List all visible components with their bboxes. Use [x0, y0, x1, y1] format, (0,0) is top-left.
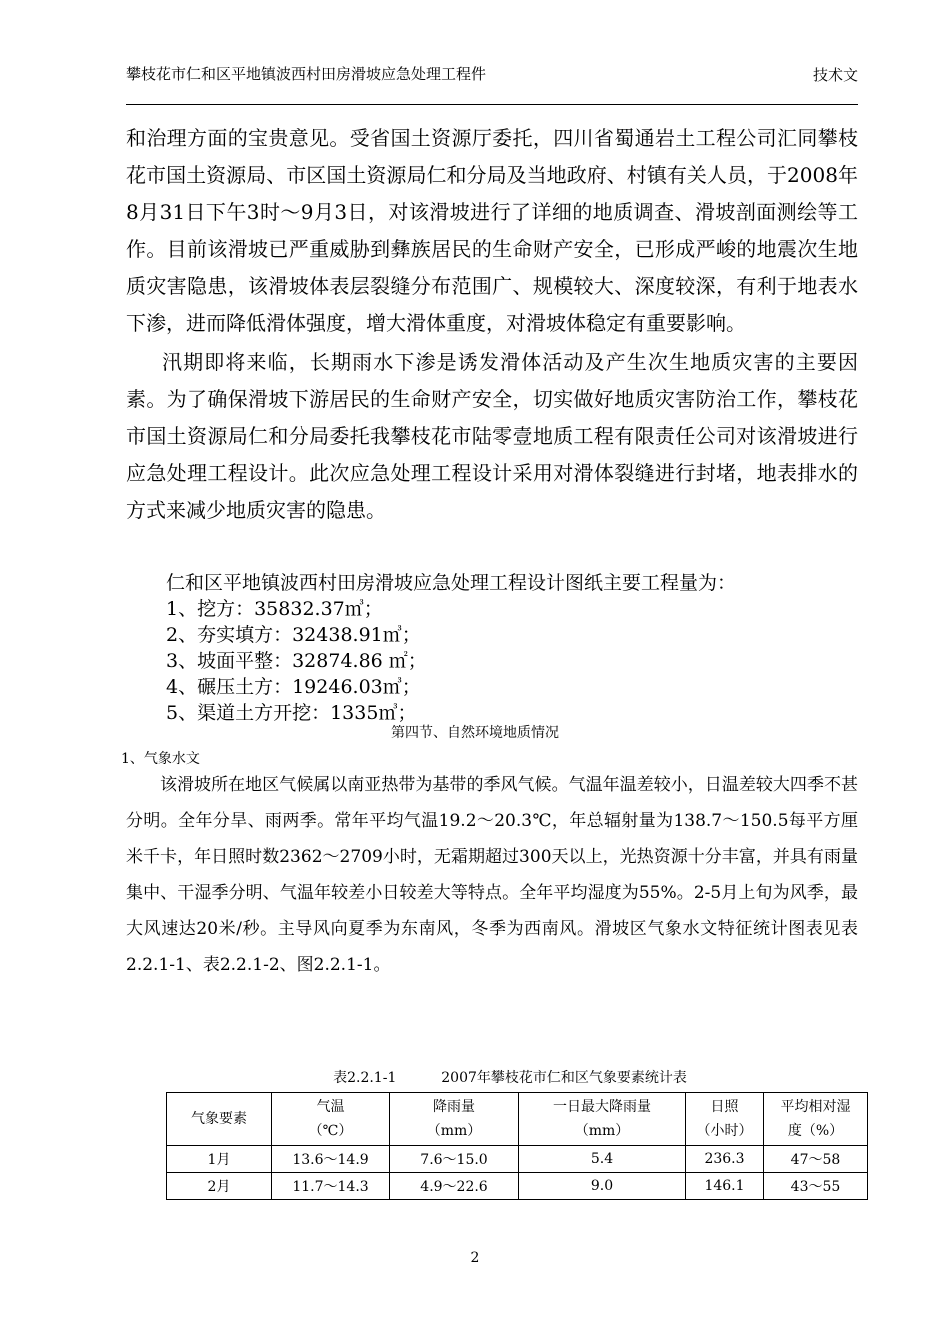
- table-cell: 2月: [167, 1173, 272, 1200]
- table-header-cell: 气象要素: [167, 1093, 272, 1146]
- quantity-item: 1、挖方：35832.37㎥；: [166, 598, 383, 620]
- page-number: 2: [470, 1250, 480, 1266]
- table-caption-title: 2007年攀枝花市仁和区气象要素统计表: [441, 1070, 687, 1086]
- quantity-item: 3、坡面平整：32874.86 ㎡；: [166, 650, 427, 672]
- table-caption: [0, 1067, 950, 1087]
- table-cell: 4.9～22.6: [390, 1173, 519, 1200]
- header-right-label: 技术文: [812, 66, 858, 84]
- climate-paragraph: [126, 767, 858, 983]
- table-header-row: [167, 1093, 868, 1146]
- table-cell: 5.4: [519, 1146, 686, 1173]
- table-header-cell: 降雨量 （mm）: [390, 1093, 519, 1146]
- header-title: 攀枝花市仁和区平地镇波西村田房滑坡应急处理工程件: [126, 65, 487, 83]
- page-header: [126, 66, 858, 105]
- table-header-cell: 日照 （小时）: [686, 1093, 764, 1146]
- quantity-item: 4、碾压土方：19246.03㎥；: [166, 676, 421, 698]
- table-row: [167, 1146, 868, 1173]
- table-cell: 1月: [167, 1146, 272, 1173]
- table-header-cell: 平均相对湿 度（%）: [764, 1093, 868, 1146]
- climate-text: 该滑坡所在地区气候属以南亚热带为基带的季风气候。气温年温差较小，日温差较大四季不甚分明。全年分旱、雨两季。常年平均气温19.2～20.3℃，年总辐射量为138.7～150.5每平方厘米千卡，年日照时数2362～2709小时，无霜期超过300天以上，光热资源十分丰富，并具有雨量集中、干湿季分明、气温年较差小日较差大等特点。全年平均湿度为55%。2-5月上旬为风季，最大风速达20米/秒。主导风向夏季为东南风，冬季为西南风。滑坡区气象水文特征统计图表见表2.2.1-1、表2.2.1-2、图2.2.1-1。: [126, 775, 858, 975]
- table-cell: 7.6～15.0: [390, 1146, 519, 1173]
- quantity-list: [166, 570, 736, 726]
- subsection-title: 1、气象水文: [121, 751, 200, 767]
- table-cell: 11.7～14.3: [272, 1173, 390, 1200]
- quantity-item: 5、渠道土方开挖：1335㎥；: [166, 702, 417, 724]
- quantity-intro: 仁和区平地镇波西村田房滑坡应急处理工程设计图纸主要工程量为：: [166, 572, 737, 594]
- table-header-cell: 一日最大降雨量 （mm）: [519, 1093, 686, 1146]
- table-row: [167, 1173, 868, 1200]
- quantity-item: 2、夯实填方：32438.91㎥；: [166, 624, 421, 646]
- table-caption-number: 表2.2.1-1: [333, 1070, 397, 1086]
- table-cell: 146.1: [686, 1173, 764, 1200]
- table-cell: 43～55: [764, 1173, 868, 1200]
- table-cell: 9.0: [519, 1173, 686, 1200]
- paragraph-1: 和治理方面的宝贵意见。受省国土资源厅委托，四川省蜀通岩土工程公司汇同攀枝花市国土资源局、市区国土资源局仁和分局及当地政府、村镇有关人员，于2008年8月31日下午3时～9月3日，对该滑坡进行了详细的地质调查、滑坡剖面测绘等工作。目前该滑坡已严重威胁到彝族居民的生命财产安全，已形成严峻的地震次生地质灾害隐患，该滑坡体表层裂缝分布范围广、规模较大、深度较深，有利于地表水下渗，进而降低滑体强度，增大滑体重度，对滑坡体稳定有重要影响。: [126, 126, 858, 335]
- paragraph-2: 汛期即将来临，长期雨水下渗是诱发滑体活动及产生次生地质灾害的主要因素。为了确保滑坡下游居民的生命财产安全，切实做好地质灾害防治工作，攀枝花市国土资源局仁和分局委托我攀枝花市陆零壹地质工程有限责任公司对该滑坡进行应急处理工程设计。此次应急处理工程设计采用对滑体裂缝进行封堵，地表排水的方式来减少地质灾害的隐患。: [126, 350, 858, 522]
- table-header-cell: 气温 （℃）: [272, 1093, 390, 1146]
- table-cell: 47～58: [764, 1146, 868, 1173]
- section-title: 第四节、自然环境地质情况: [391, 725, 559, 741]
- weather-table: [166, 1092, 868, 1200]
- table-cell: 13.6～14.9: [272, 1146, 390, 1173]
- body-text: [126, 120, 858, 529]
- table-cell: 236.3: [686, 1146, 764, 1173]
